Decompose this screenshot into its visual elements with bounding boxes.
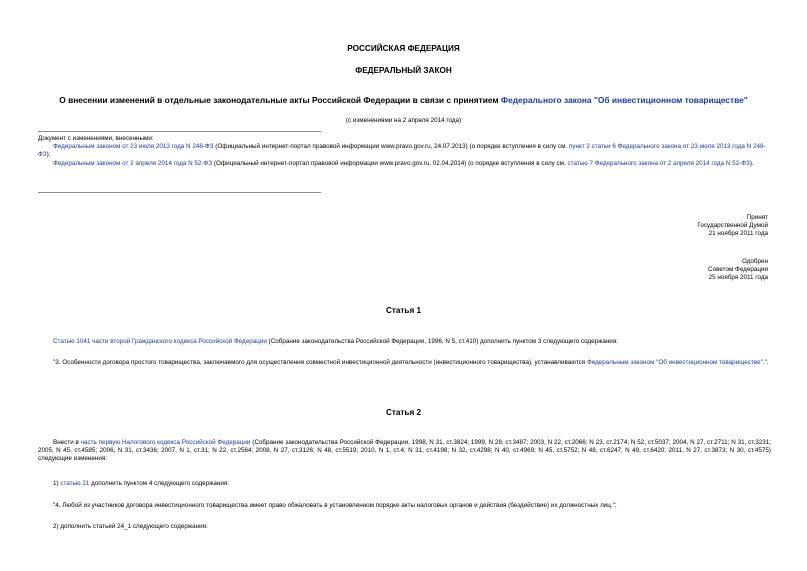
civil-code-link[interactable]: Статью 1041 части второй Гражданского кодекса Российской Федерации bbox=[53, 338, 267, 345]
article-1-paragraph-2 bbox=[38, 359, 771, 367]
article-21-link[interactable]: статью 21 bbox=[60, 480, 90, 487]
adoption-line: 21 ноября 2011 года bbox=[708, 230, 768, 238]
change-ref-link[interactable]: статью 7 Федерального закона от 2 апреля 2014 года N 52-ФЗ bbox=[567, 159, 750, 167]
doc-type-heading: ФЕДЕРАЛЬНЫЙ ЗАКОН bbox=[355, 66, 452, 75]
approval-line: 25 ноября 2011 года bbox=[708, 274, 768, 282]
paragraph-text: "3. Особенности договора простого товарищества, заключаемого для осуществления совместной инвестиционной деятельности (инвестиционного товарищества), устанавливаются bbox=[53, 359, 587, 366]
paragraph-pre: Внести в bbox=[53, 439, 81, 446]
change-end: ). bbox=[749, 159, 754, 167]
article-1-heading: Статья 1 bbox=[385, 306, 422, 315]
paragraph-text: (Собрание законодательства Российской Федерации, 1998, N 31, ст.3824; 1999, N 28, ст.3487; 2003, N 22, ст.2066; N 23, ст.2174; N 52, ст.5037; 2004, N 27, ст.2711; N 31, ст.3231; 2005, N 45, ст.4585; 2006, N 31, ст.3436; 2007, N 1, ст.31; N 22, ст.2564; 2008, N 27, ст.3126; N 48, ст.5519; 2010, N 1, ст.4; N 31, ст.4198; N 32, ст.4298; N 40, ст.4969; N 45, ст.5752; N 48, ст.6247; N 49, ст.6420; 2011, N 27, ст.3873; N 30, ст.4575) следующие изменения: bbox=[38, 439, 772, 463]
change-item bbox=[38, 160, 771, 168]
divider-bottom bbox=[38, 192, 321, 193]
adoption-line: Государственной Думой bbox=[697, 222, 768, 230]
divider-top bbox=[38, 131, 321, 132]
edition-note: (с изменениями на 2 апреля 2014 года) bbox=[345, 117, 462, 124]
item-text: дополнить пунктом 4 следующего содержания: bbox=[89, 480, 230, 487]
article-2-item-2: 2) дополнить статьей 24_1 следующего содержания: bbox=[53, 523, 208, 530]
change-text: (Официальный интернет-портал правовой информации www.pravo.gov.ru, 24.07.2013) (о порядке вступления в силу см. bbox=[213, 143, 569, 151]
changes-intro: Документ с изменениями, внесенными: bbox=[38, 135, 154, 142]
item-pre: 1) bbox=[53, 480, 61, 487]
changes-block bbox=[38, 135, 771, 168]
approval-line: Советом Федерации bbox=[708, 266, 768, 274]
approval-line: Одобрен bbox=[741, 258, 768, 265]
change-law-link[interactable]: Федеральным законом от 2 апреля 2014 года N 52-ФЗ bbox=[53, 159, 213, 167]
change-law-link[interactable]: Федеральным законом от 23 июля 2013 года N 248-ФЗ bbox=[53, 143, 214, 151]
paragraph-end: .". bbox=[762, 359, 769, 366]
law-title bbox=[0, 96, 807, 104]
duma-adoption bbox=[697, 214, 768, 239]
law-title-text: О внесении изменений в отдельные законодательные акты Российской Федерации в связи с принятием bbox=[59, 95, 501, 105]
article-2-item-1 bbox=[38, 480, 771, 488]
investment-law-link[interactable]: Федеральным законом "Об инвестиционном товариществе" bbox=[586, 359, 763, 366]
change-ref-link[interactable]: пункт 2 статьи 6 Федерального закона от 23 июля 2013 года N 248-ФЗ bbox=[38, 143, 766, 159]
paragraph-text: (Собрание законодательства Российской Федерации, 1996, N 5, ст.410) дополнить пунктом 3 следующего содержания: bbox=[266, 338, 618, 345]
adoption-line: Принят bbox=[746, 214, 768, 221]
law-title-link[interactable]: Федерального закона "Об инвестиционном товариществе" bbox=[500, 95, 748, 105]
article-2-item-1-quote: "4. Любой из участников договора инвестиционного товарищества имеет право обжаловать в установленном порядке акты налоговых органов и действия (бездействие) их должностных лиц."; bbox=[53, 502, 617, 509]
article-2-paragraph-1 bbox=[38, 439, 771, 464]
country-heading: РОССИЙСКАЯ ФЕДЕРАЦИЯ bbox=[347, 44, 460, 53]
council-approval bbox=[708, 258, 768, 283]
article-1-paragraph-1 bbox=[38, 338, 771, 346]
article-2-heading: Статья 2 bbox=[385, 408, 422, 417]
change-item bbox=[38, 143, 771, 159]
change-end: ); bbox=[46, 151, 51, 159]
change-text: (Официальный интернет-портал правовой информации www.pravo.gov.ru, 02.04.2014) (о порядке вступления в силу см. bbox=[212, 159, 568, 167]
tax-code-link[interactable]: часть первую Налогового кодекса Российской Федерации bbox=[80, 439, 251, 446]
